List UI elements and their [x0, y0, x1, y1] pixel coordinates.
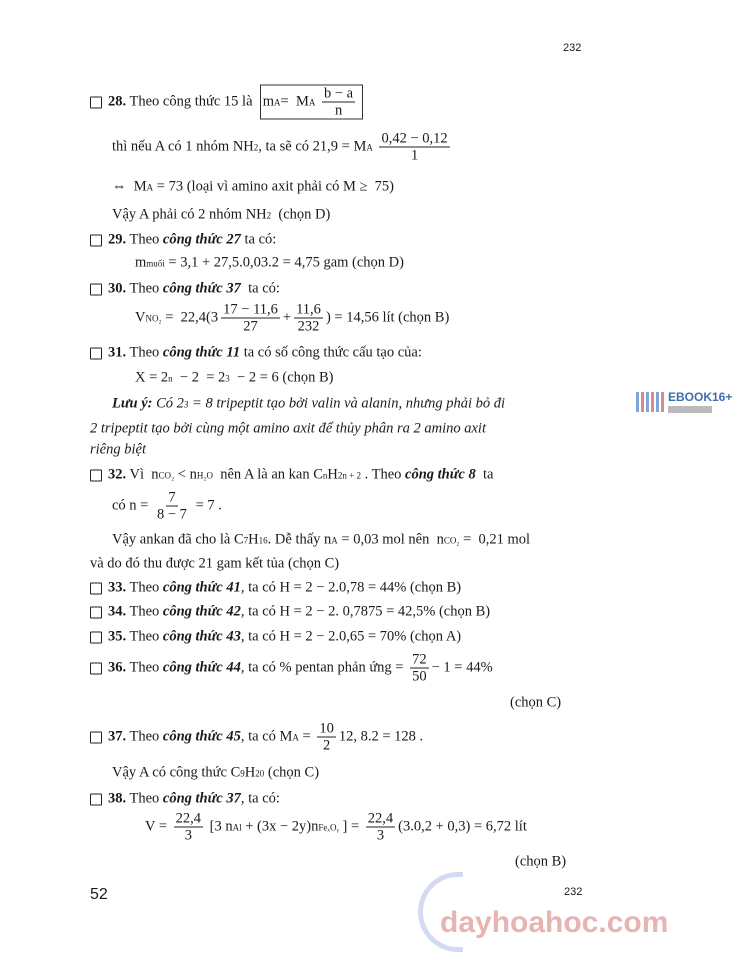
text-run: (chọn C) [510, 694, 562, 711]
denominator: 232 [297, 318, 320, 335]
ebook-logo [636, 390, 732, 413]
emphasis-text: công thức 11 [162, 344, 241, 361]
text-run: Vậy A có công thức C [112, 764, 241, 781]
denominator: n [334, 102, 343, 119]
text-run: Theo [126, 280, 163, 297]
emphasis-text: công thức 41 [162, 579, 241, 596]
checkbox-icon [90, 347, 102, 359]
text-line [112, 131, 453, 164]
text-line [90, 345, 422, 362]
numerator: 10 [319, 720, 334, 737]
text-run: 12, 8.2 = 128 . [338, 728, 424, 745]
text-run: − 1 = 44% [431, 659, 493, 676]
fraction [317, 721, 336, 754]
text-line [112, 179, 394, 196]
denominator: 2 [322, 737, 331, 754]
problem-number: 34. [108, 603, 127, 620]
text-run: ta có: [240, 280, 280, 297]
subscript: 2 [253, 142, 259, 152]
subscript: A [146, 182, 154, 192]
checkbox-icon [90, 283, 102, 295]
text-line [135, 302, 449, 335]
text-run: + [282, 309, 292, 326]
text-run: − 2 = 6 (chọn B) [229, 369, 334, 386]
text-run: + (3x − 2y)n [241, 818, 319, 835]
numerator: 22,4 [367, 810, 394, 827]
fraction [410, 652, 429, 685]
text-run: = 0,03 mol nên n [337, 531, 444, 548]
text-run: Theo [126, 579, 163, 596]
numerator: 7 [168, 489, 176, 506]
logo-text: EBOOK16+ [668, 390, 732, 404]
numerator: 0,42 − 0,12 [381, 130, 448, 147]
emphasis-text: công thức 42 [162, 603, 241, 620]
text-line [135, 255, 404, 272]
text-run: Theo [126, 728, 163, 745]
checkbox-icon [90, 234, 102, 246]
emphasis-text: công thức 37 [162, 280, 241, 297]
text-run: V [135, 309, 146, 326]
fraction [366, 811, 395, 844]
problem-number: 31. [108, 344, 127, 361]
text-run: ) = 14,56 lít (chọn B) [325, 309, 450, 326]
text-run: nên A là an kan C [212, 466, 323, 483]
text-line [112, 532, 530, 549]
problem-number: 28. [108, 93, 127, 110]
text-run: m [262, 93, 275, 110]
subscript: CO₂ [443, 535, 460, 545]
text-line [515, 854, 566, 871]
checkbox-icon [90, 96, 102, 108]
text-run: , ta sẽ có 21,9 = M [258, 138, 367, 155]
problem-number: 37. [108, 728, 127, 745]
checkbox-icon [90, 731, 102, 743]
text-line [90, 791, 280, 808]
text-run: ta [475, 466, 494, 483]
fraction [221, 302, 280, 335]
denominator: 1 [410, 147, 419, 164]
denominator: 3 [376, 827, 385, 844]
text-run: H [327, 466, 338, 483]
text-run: = 73 (loại vì amino axit phải có M ≥ 75) [153, 178, 394, 195]
header-page-number: 232 [563, 42, 582, 54]
text-line [90, 281, 280, 298]
problem-number: 32. [108, 466, 127, 483]
numerator: 11,6 [296, 301, 321, 318]
text-run: , ta có H = 2 − 2.0,65 = 70% (chọn A) [240, 628, 462, 645]
denominator: 8 − 7 [157, 506, 187, 523]
text-run: ta có: [240, 231, 277, 248]
subscript: 9 [240, 768, 245, 778]
italic-text: Có 2 [152, 395, 184, 412]
subscript: A [331, 535, 338, 545]
text-line [135, 370, 334, 387]
numerator: b − a [324, 85, 354, 102]
text-run: Vì n [126, 466, 159, 483]
subscript: 16 [258, 535, 268, 545]
subscript: A [308, 97, 316, 107]
subscript: H₂O [196, 470, 213, 480]
text-run: = M [280, 93, 309, 110]
italic-text: = 8 tripeptit tạo bởi valin và alanin, nhưng phải bỏ đi [188, 395, 506, 412]
fraction [174, 811, 203, 844]
text-line [112, 490, 222, 523]
emphasis-text: công thức 44 [162, 659, 241, 676]
text-run: Theo [126, 628, 163, 645]
text-run: [3 n [206, 818, 233, 835]
page-number: 52 [90, 886, 108, 903]
watermark: dayhoahoc.com [440, 906, 669, 939]
checkbox-icon [90, 582, 102, 594]
text-run: (chọn B) [515, 853, 567, 870]
numerator: 17 − 11,6 [223, 301, 278, 318]
text-run: ⇔ M [112, 178, 147, 195]
subscript: 2 [266, 210, 272, 220]
subscript: n [322, 470, 328, 480]
numerator: 72 [412, 651, 427, 668]
emphasis-text: Lưu ý: [112, 395, 153, 412]
superscript: 3 [225, 373, 230, 383]
text-run: Theo công thức 15 là [126, 93, 260, 110]
text-run: Theo [126, 231, 163, 248]
subscript: 7 [243, 535, 249, 545]
problem-number: 29. [108, 231, 127, 248]
text-line [112, 765, 319, 782]
denominator: 50 [412, 668, 427, 685]
text-run: − 2 = 2 [172, 369, 226, 386]
text-line [90, 442, 146, 459]
text-run: X = 2 [135, 369, 169, 386]
problem-number: 35. [108, 628, 127, 645]
text-run [373, 139, 377, 156]
text-line [145, 811, 527, 844]
text-line [90, 629, 461, 646]
logo-bars-icon [636, 392, 664, 412]
text-run: Vậy ankan đã cho là C [112, 531, 244, 548]
text-line [90, 721, 423, 754]
fraction [322, 86, 355, 119]
checkbox-icon [90, 606, 102, 618]
subscript: A [366, 142, 373, 152]
text-run: , ta có: [240, 790, 280, 807]
subscript: 2n + 2 [337, 470, 361, 480]
text-run: H [248, 531, 259, 548]
text-run: , ta có H = 2 − 2.0,78 = 44% (chọn B) [240, 579, 462, 596]
problem-number: 33. [108, 579, 127, 596]
emphasis-text: công thức 8 [405, 466, 476, 483]
text-run: Theo [126, 659, 163, 676]
text-run: = 3,1 + 27,5.0,03.2 = 4,75 gam (chọn D) [164, 254, 404, 271]
text-run: = 22,4(3 [161, 309, 219, 326]
text-run: ta có số công thức cấu tạo của: [240, 344, 422, 361]
text-run: . Dễ thấy n [267, 531, 332, 548]
text-run: = 0,21 mol [459, 531, 531, 548]
text-run: = 7 . [191, 497, 222, 514]
text-run: (3.0,2 + 0,3) = 6,72 lít [398, 818, 527, 835]
denominator: 3 [184, 827, 192, 844]
text-run [315, 94, 319, 111]
text-run: H [244, 764, 256, 781]
subscript: muối [146, 258, 165, 268]
text-line [112, 207, 330, 224]
subscript: 20 [255, 768, 265, 778]
text-run: ] = [338, 818, 363, 835]
emphasis-text: công thức 37 [162, 790, 241, 807]
fraction [155, 490, 189, 523]
checkbox-icon [90, 793, 102, 805]
emphasis-text: công thức 43 [162, 628, 241, 645]
subscript: NO₂ [145, 313, 162, 323]
text-line [90, 580, 461, 597]
text-line [90, 421, 486, 438]
text-run: V = [145, 818, 171, 835]
text-line [90, 652, 493, 685]
scan-page-number: 232 [564, 886, 583, 898]
text-line [90, 232, 276, 249]
text-run: , ta có % pentan phản ứng = [240, 659, 408, 676]
text-line [90, 85, 363, 120]
subscript: CO₂ [158, 470, 175, 480]
text-run: , ta có H = 2 − 2. 0,7875 = 42,5% (chọn B) [240, 603, 491, 620]
text-line [90, 467, 493, 484]
subscript: FeₓOᵧ [318, 822, 339, 832]
text-run: Theo [126, 603, 163, 620]
checkbox-icon [90, 631, 102, 643]
emphasis-text: công thức 45 [162, 728, 241, 745]
text-run: m [135, 254, 147, 271]
text-run: và do đó thu được 21 gam kết tủa (chọn C) [90, 555, 340, 572]
text-run: . Theo [360, 466, 406, 483]
text-run: Theo [126, 344, 163, 361]
text-run: , ta có M [240, 728, 293, 745]
text-line [510, 695, 561, 712]
text-run: Vậy A phải có 2 nhóm NH [112, 206, 267, 223]
superscript: n [168, 373, 173, 383]
text-run: thì nếu A có 1 nhóm NH [112, 138, 254, 155]
problem-number: 38. [108, 790, 127, 807]
checkbox-icon [90, 662, 102, 674]
text-line [112, 396, 505, 413]
text-run: < n [174, 466, 197, 483]
italic-text: 2 tripeptit tạo bởi cùng một amino axit để thủy phân ra 2 amino axit [90, 420, 486, 437]
text-run: (chọn C) [264, 764, 320, 781]
denominator: 27 [243, 318, 258, 335]
text-run: (chọn D) [271, 206, 331, 223]
numerator: 22,4 [175, 810, 202, 827]
text-line [90, 556, 339, 573]
text-run: có n = [112, 497, 152, 514]
checkbox-icon [90, 469, 102, 481]
text-run: Theo [126, 790, 163, 807]
problem-number: 36. [108, 659, 127, 676]
problem-number: 30. [108, 280, 127, 297]
superscript: 3 [183, 399, 189, 409]
subscript: A [292, 732, 299, 742]
subscript: Al [232, 822, 242, 832]
fraction [294, 302, 323, 335]
emphasis-text: công thức 27 [162, 231, 241, 248]
fraction [379, 131, 449, 164]
text-run: = [298, 728, 315, 745]
italic-text: riêng biệt [90, 441, 146, 458]
subscript: A [274, 97, 281, 107]
formula-box [260, 85, 363, 120]
text-line [90, 604, 490, 621]
